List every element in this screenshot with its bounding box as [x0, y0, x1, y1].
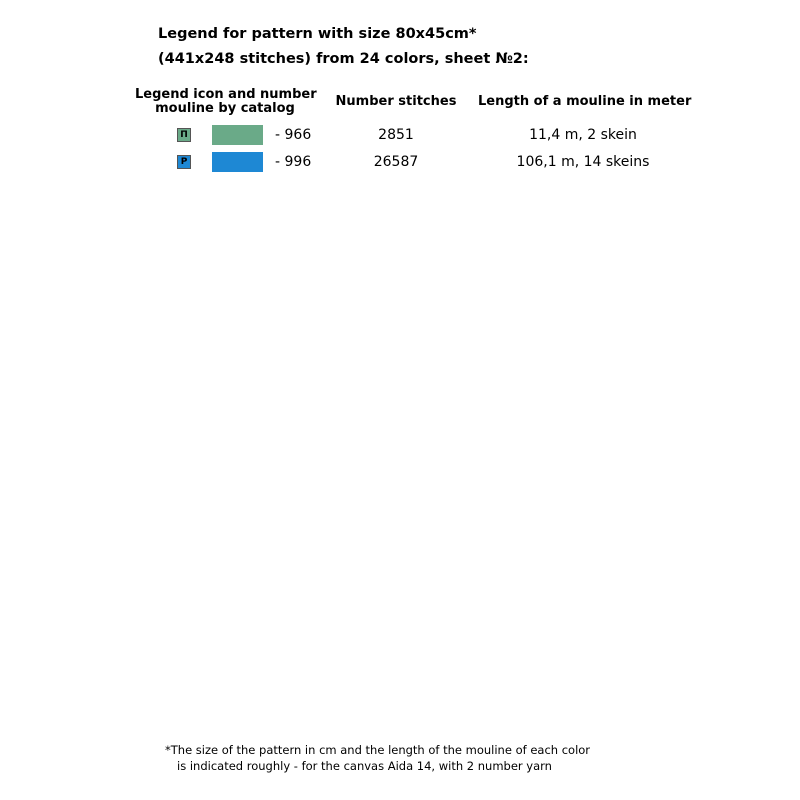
legend-header-line-1: Legend icon and number: [135, 87, 317, 102]
mouline-code: - 966: [275, 127, 312, 143]
color-swatch: [212, 152, 263, 172]
page-subtitle: (441x248 stitches) from 24 colors, sheet №2:: [158, 51, 529, 67]
stitch-count: 2851: [378, 127, 414, 143]
legend-row: [0, 152, 800, 174]
color-swatch: [212, 125, 263, 145]
footnote-line-2: is indicated roughly - for the canvas Aida 14, with 2 number yarn: [177, 759, 552, 773]
mouline-code: - 996: [275, 154, 312, 170]
legend-header-line-2: mouline by catalog: [155, 101, 295, 116]
legend-symbol-icon: Р: [177, 155, 191, 169]
page-title: Legend for pattern with size 80x45cm*: [158, 26, 477, 42]
legend-column-header: [135, 88, 315, 116]
length-column-header: Length of a mouline in meter: [478, 94, 692, 109]
mouline-length: 11,4 m, 2 skein: [529, 127, 637, 143]
legend-row: [0, 125, 800, 147]
stitches-column-header: Number stitches: [335, 94, 457, 109]
mouline-length: 106,1 m, 14 skeins: [516, 154, 650, 170]
footnote-line-1: *The size of the pattern in cm and the length of the mouline of each color: [165, 743, 591, 757]
legend-symbol-icon: П: [177, 128, 191, 142]
footnote: [165, 742, 590, 774]
stitch-count: 26587: [373, 154, 419, 170]
